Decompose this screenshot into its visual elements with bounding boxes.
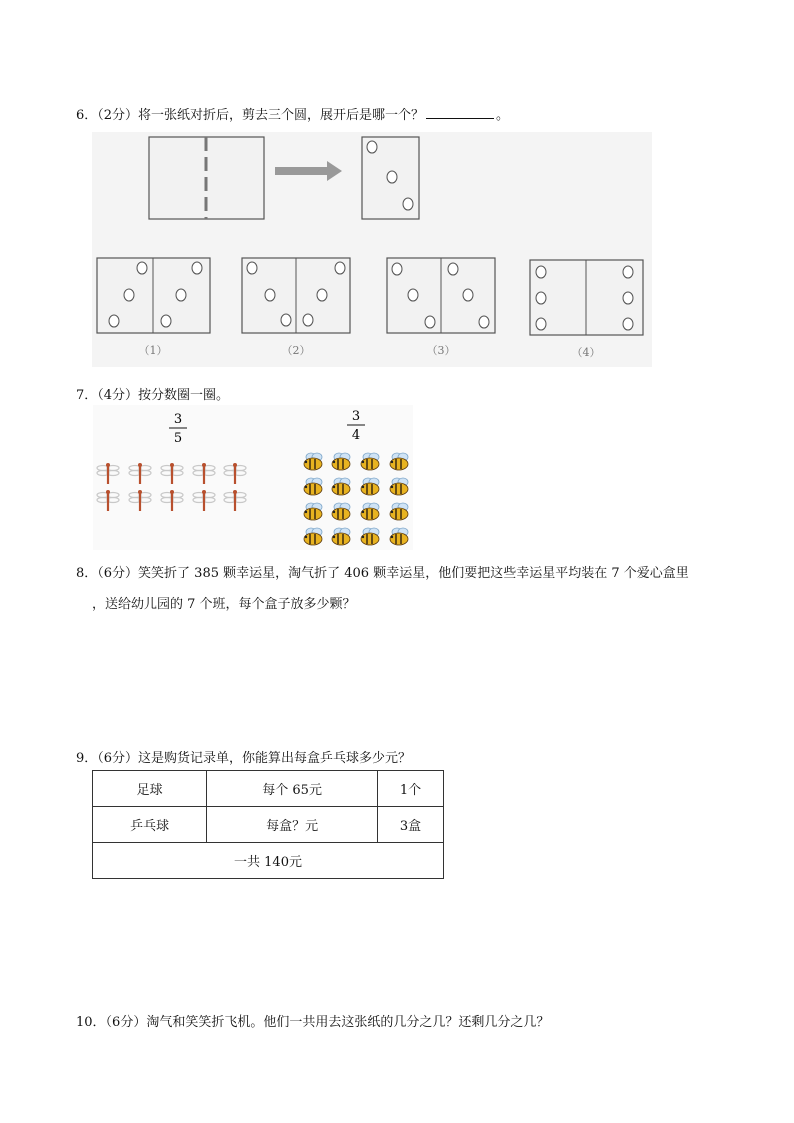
svg-text:3: 3: [351, 409, 361, 424]
table-cell: 每个 65元: [207, 771, 378, 807]
svg-text:5: 5: [173, 431, 183, 446]
question-9: 9．（6分）这是购货记录单，你能算出每盒乒乓球多少元？: [76, 751, 412, 766]
question-7-text: 7．（4分）按分数圈一圈。: [76, 388, 230, 403]
svg-text:（3）: （3）: [426, 344, 456, 357]
table-total-cell: 一共 140元: [93, 843, 444, 879]
table-cell: 3盒: [377, 807, 443, 843]
svg-text:（2）: （2）: [281, 344, 311, 357]
question-7-figure: [93, 405, 413, 550]
question-7: [76, 384, 229, 403]
table-cell: 1个: [377, 771, 443, 807]
question-8-line-2: ，送给幼儿园的 7 个班，每个盒子放多少颗？: [92, 597, 356, 612]
svg-text:4: 4: [351, 428, 361, 443]
svg-text:（1）: （1）: [138, 344, 168, 357]
table-cell: 每盒？元: [207, 807, 378, 843]
svg-text:（4）: （4）: [571, 346, 601, 359]
question-8-line-1: 8．（6分）笑笑折了 385 颗幸运星，淘气折了 406 颗幸运星，他们要把这些幸运星平均装在 7 个爱心盒里: [76, 566, 689, 581]
question-6-text: 6．（2分）将一张纸对折后，剪去三个圆，展开后是哪一个？: [76, 108, 425, 123]
question-6: 6．（2分）将一张纸对折后，剪去三个圆，展开后是哪一个？ 。: [76, 108, 510, 123]
table-row: [93, 843, 444, 879]
answer-blank[interactable]: [426, 106, 494, 119]
svg-text:3: 3: [173, 412, 183, 427]
table-cell: 足球: [93, 771, 207, 807]
table-row: [93, 807, 444, 843]
table-row: [93, 771, 444, 807]
purchase-record-table: [92, 770, 444, 879]
table-cell: 乒乓球: [93, 807, 207, 843]
question-10: 10．（6分）淘气和笑笑折飞机。他们一共用去这张纸的几分之几？还剩几分之几？: [76, 1015, 550, 1030]
question-6-figure: [92, 132, 652, 367]
